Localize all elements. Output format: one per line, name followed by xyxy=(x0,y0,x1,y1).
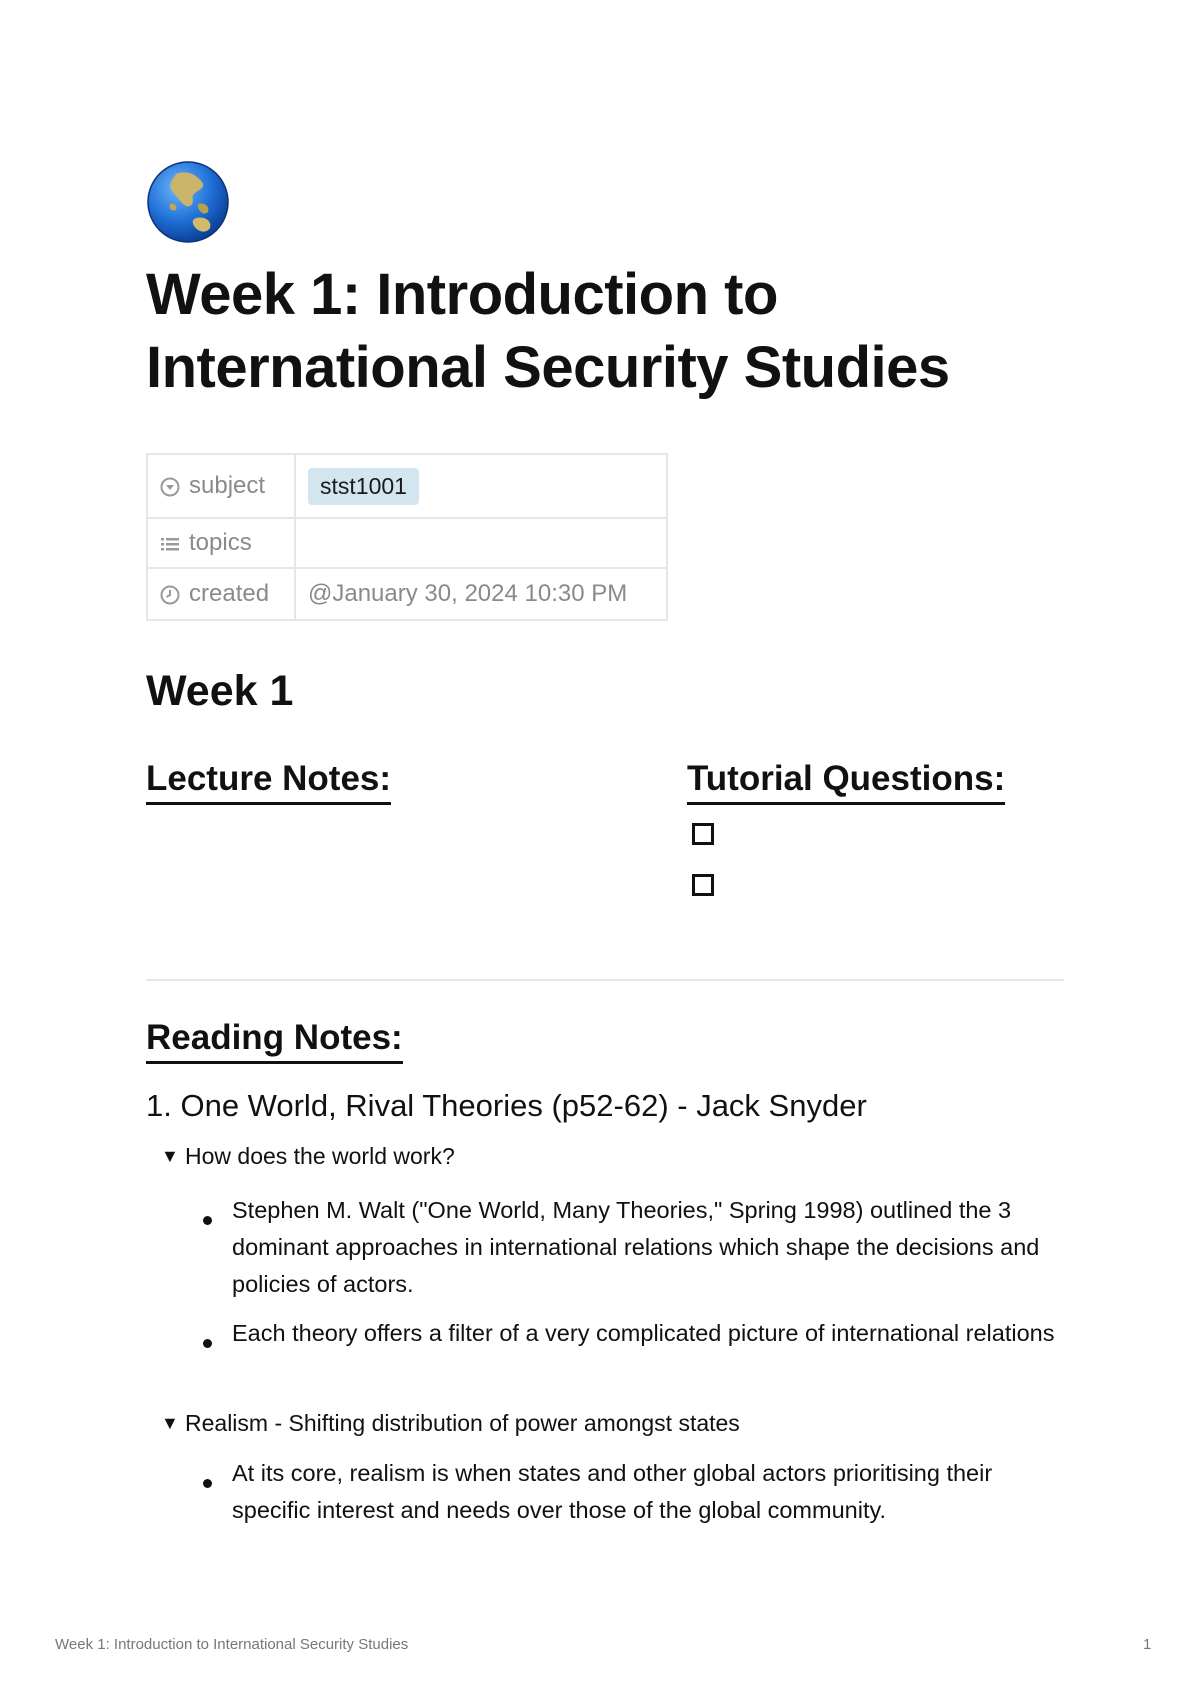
bullet-icon xyxy=(203,1339,212,1348)
subject-tag[interactable]: stst1001 xyxy=(308,468,419,505)
triangle-down-icon[interactable]: ▼ xyxy=(161,1146,179,1166)
todo-checkbox[interactable] xyxy=(692,823,714,845)
tutorial-questions-heading: Tutorial Questions: xyxy=(687,756,1005,805)
property-key: created xyxy=(189,580,270,607)
topics-value-cell[interactable] xyxy=(295,518,667,568)
reading-notes-heading: Reading Notes: xyxy=(146,1015,403,1064)
property-row-created xyxy=(147,568,667,620)
page-title: Week 1: Introduction to International Security Studies xyxy=(146,262,950,400)
globe-asia-icon xyxy=(146,160,230,244)
created-date: @January 30, 2024 10:30 PM xyxy=(308,580,628,607)
lecture-notes-heading: Lecture Notes: xyxy=(146,756,391,805)
week-heading: Week 1 xyxy=(146,667,294,715)
bullet-icon xyxy=(203,1479,212,1488)
list-item: At its core, realism is when states and other global actors prioritising their specific interest and needs over those of the global community. xyxy=(232,1460,993,1523)
todo-checkbox[interactable] xyxy=(692,874,714,896)
properties-table xyxy=(146,453,668,621)
list-icon xyxy=(160,533,180,553)
property-key: topics xyxy=(189,529,252,556)
select-icon xyxy=(160,476,180,496)
toggle-how-does-world-work[interactable] xyxy=(161,1143,455,1170)
toggle-label: Realism - Shifting distribution of power amongst states xyxy=(185,1410,740,1436)
subject-value-cell[interactable] xyxy=(295,454,667,518)
toggle-label: How does the world work? xyxy=(185,1143,455,1169)
footer-page-number: 1 xyxy=(1143,1636,1152,1653)
triangle-down-icon[interactable]: ▼ xyxy=(161,1413,179,1433)
property-row-subject xyxy=(147,454,667,518)
clock-icon xyxy=(160,584,180,604)
reading-1-heading: 1. One World, Rival Theories (p52-62) - Jack Snyder xyxy=(146,1088,867,1123)
footer-title: Week 1: Introduction to International Security Studies xyxy=(55,1636,409,1653)
list-item: Stephen M. Walt ("One World, Many Theories," Spring 1998) outlined the 3 dominant approaches in international relations which shape the decisions and policies of actors. xyxy=(232,1197,1040,1297)
list-item: Each theory offers a filter of a very complicated picture of international relations xyxy=(232,1320,1055,1346)
property-key: subject xyxy=(189,472,266,499)
property-row-topics xyxy=(147,518,667,568)
toggle-realism[interactable] xyxy=(161,1410,740,1437)
bullet-icon xyxy=(203,1216,212,1225)
divider xyxy=(146,979,1064,981)
